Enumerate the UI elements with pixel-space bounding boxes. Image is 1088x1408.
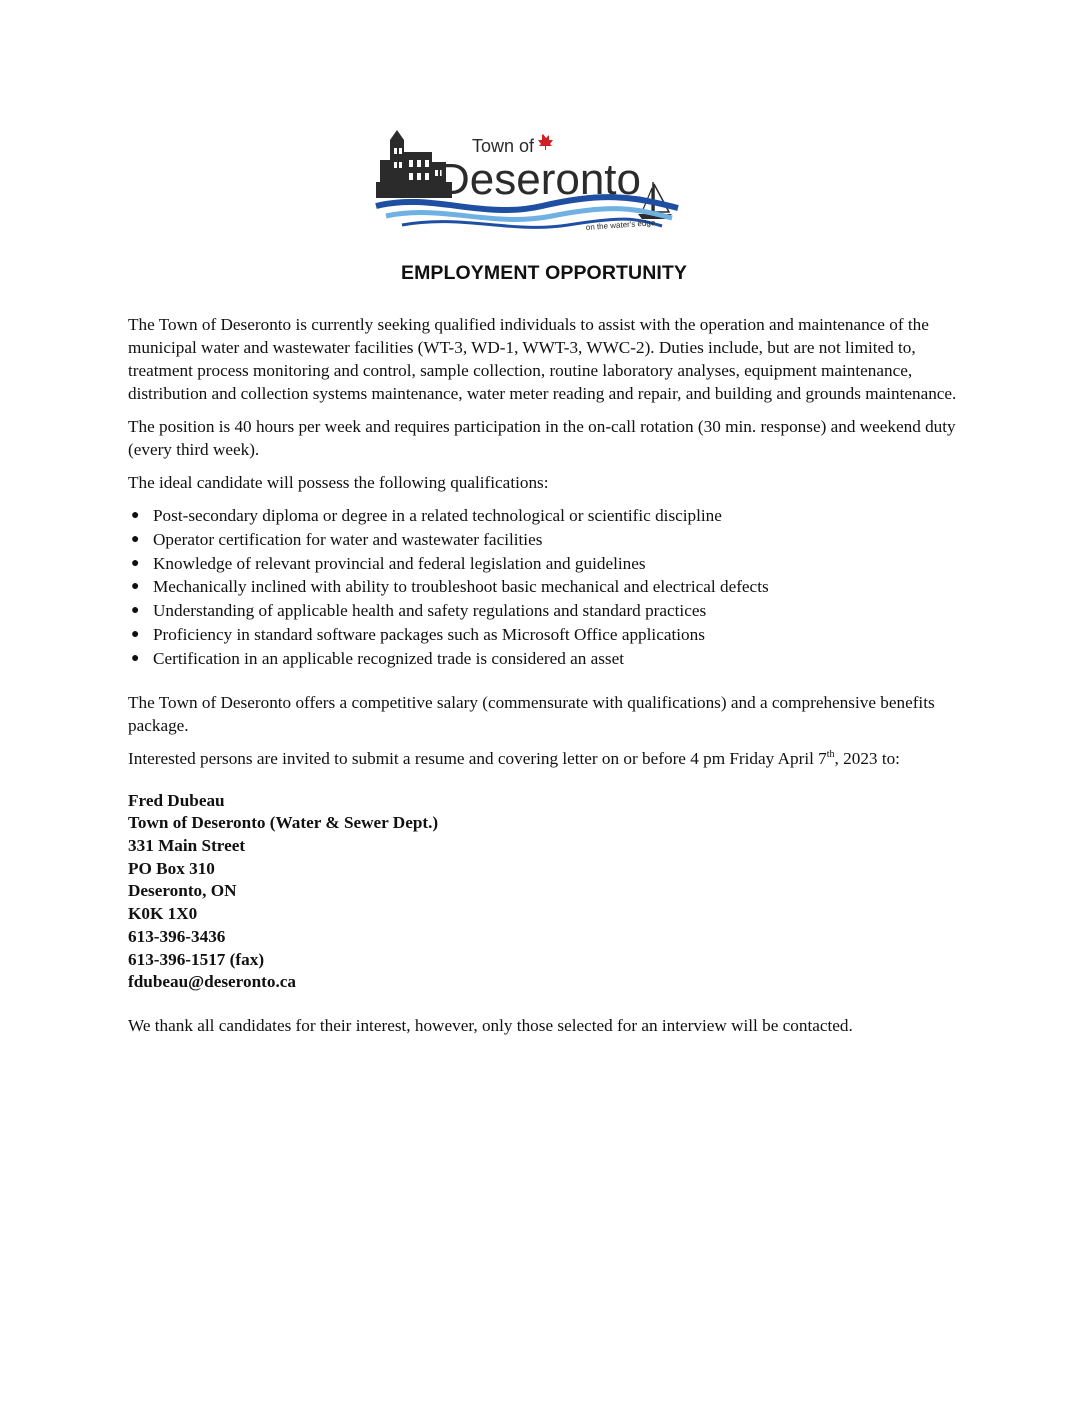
bullet-icon: ● <box>131 650 140 666</box>
contact-phone: 613-396-3436 <box>128 926 226 946</box>
contact-po-box: PO Box 310 <box>128 858 215 878</box>
bullet-icon: ● <box>131 626 140 642</box>
list-item: ● Proficiency in standard software packages such as Microsoft Office applications <box>128 623 968 647</box>
contact-block <box>128 790 968 994</box>
contact-name: Fred Dubeau <box>128 790 225 810</box>
document-body <box>128 313 968 1047</box>
closing-paragraph: We thank all candidates for their interest, however, only those selected for an interview will be contacted. <box>128 1015 853 1035</box>
bullet-icon: ● <box>131 508 140 523</box>
deseronto-logo-graphic <box>372 126 712 238</box>
list-item: ● Operator certification for water and wastewater facilities <box>128 528 968 552</box>
submit-paragraph: Interested persons are invited to submit a resume and covering letter on or before 4 pm Friday April 7th, 2023 to: <box>128 748 900 768</box>
contact-street: 331 Main Street <box>128 835 246 855</box>
page-heading: EMPLOYMENT OPPORTUNITY <box>400 262 688 284</box>
bullet-icon: ● <box>131 555 140 571</box>
contact-fax: 613-396-1517 (fax) <box>128 949 265 969</box>
hours-paragraph: The position is 40 hours per week and requires participation in the on-call rotation (30 min. response) and weekend duty (every third week). <box>128 417 956 459</box>
contact-city: Deseronto, ON <box>128 881 237 901</box>
list-item: ● Knowledge of relevant provincial and federal legislation and guidelines <box>128 552 968 576</box>
contact-email[interactable]: fdubeau@deseronto.ca <box>128 972 296 992</box>
bullet-icon: ● <box>131 603 140 619</box>
list-item: ● Certification in an applicable recognized trade is considered an asset <box>128 647 968 671</box>
logo-tagline: on the water's edge <box>585 218 656 232</box>
bullet-icon: ● <box>131 531 140 547</box>
logo-town-of: Town of <box>472 136 535 156</box>
logo-name: Deseronto <box>438 155 642 204</box>
qualifications-list <box>128 504 968 671</box>
contact-organization: Town of Deseronto (Water & Sewer Dept.) <box>128 813 439 833</box>
salary-paragraph: The Town of Deseronto offers a competitive salary (commensurate with qualifications) and a comprehensive benefits package. <box>128 692 935 735</box>
maple-leaf-icon <box>538 134 553 150</box>
intro-paragraph: The Town of Deseronto is currently seeking qualified individuals to assist with the operation and maintenance of the municipal water and wastewater facilities (WT-3, WD-1, WWT-3, WWC-2). Duties include, but are not limited to, treatment process monitoring and control, sample collection, routine laboratory analyses, equipment maintenance, distribution and collection systems maintenance, water meter reading and repair, and building and grounds maintenance. <box>128 315 957 403</box>
contact-postal: K0K 1X0 <box>128 904 198 924</box>
list-item: ● Mechanically inclined with ability to troubleshoot basic mechanical and electrical defects <box>128 575 968 599</box>
bullet-icon: ● <box>131 579 140 595</box>
list-item: ● Post-secondary diploma or degree in a related technological or scientific discipline <box>128 504 968 528</box>
list-item: ● Understanding of applicable health and safety regulations and standard practices <box>128 599 968 623</box>
town-logo <box>372 126 712 238</box>
qualifications-intro: The ideal candidate will possess the following qualifications: <box>128 473 549 492</box>
